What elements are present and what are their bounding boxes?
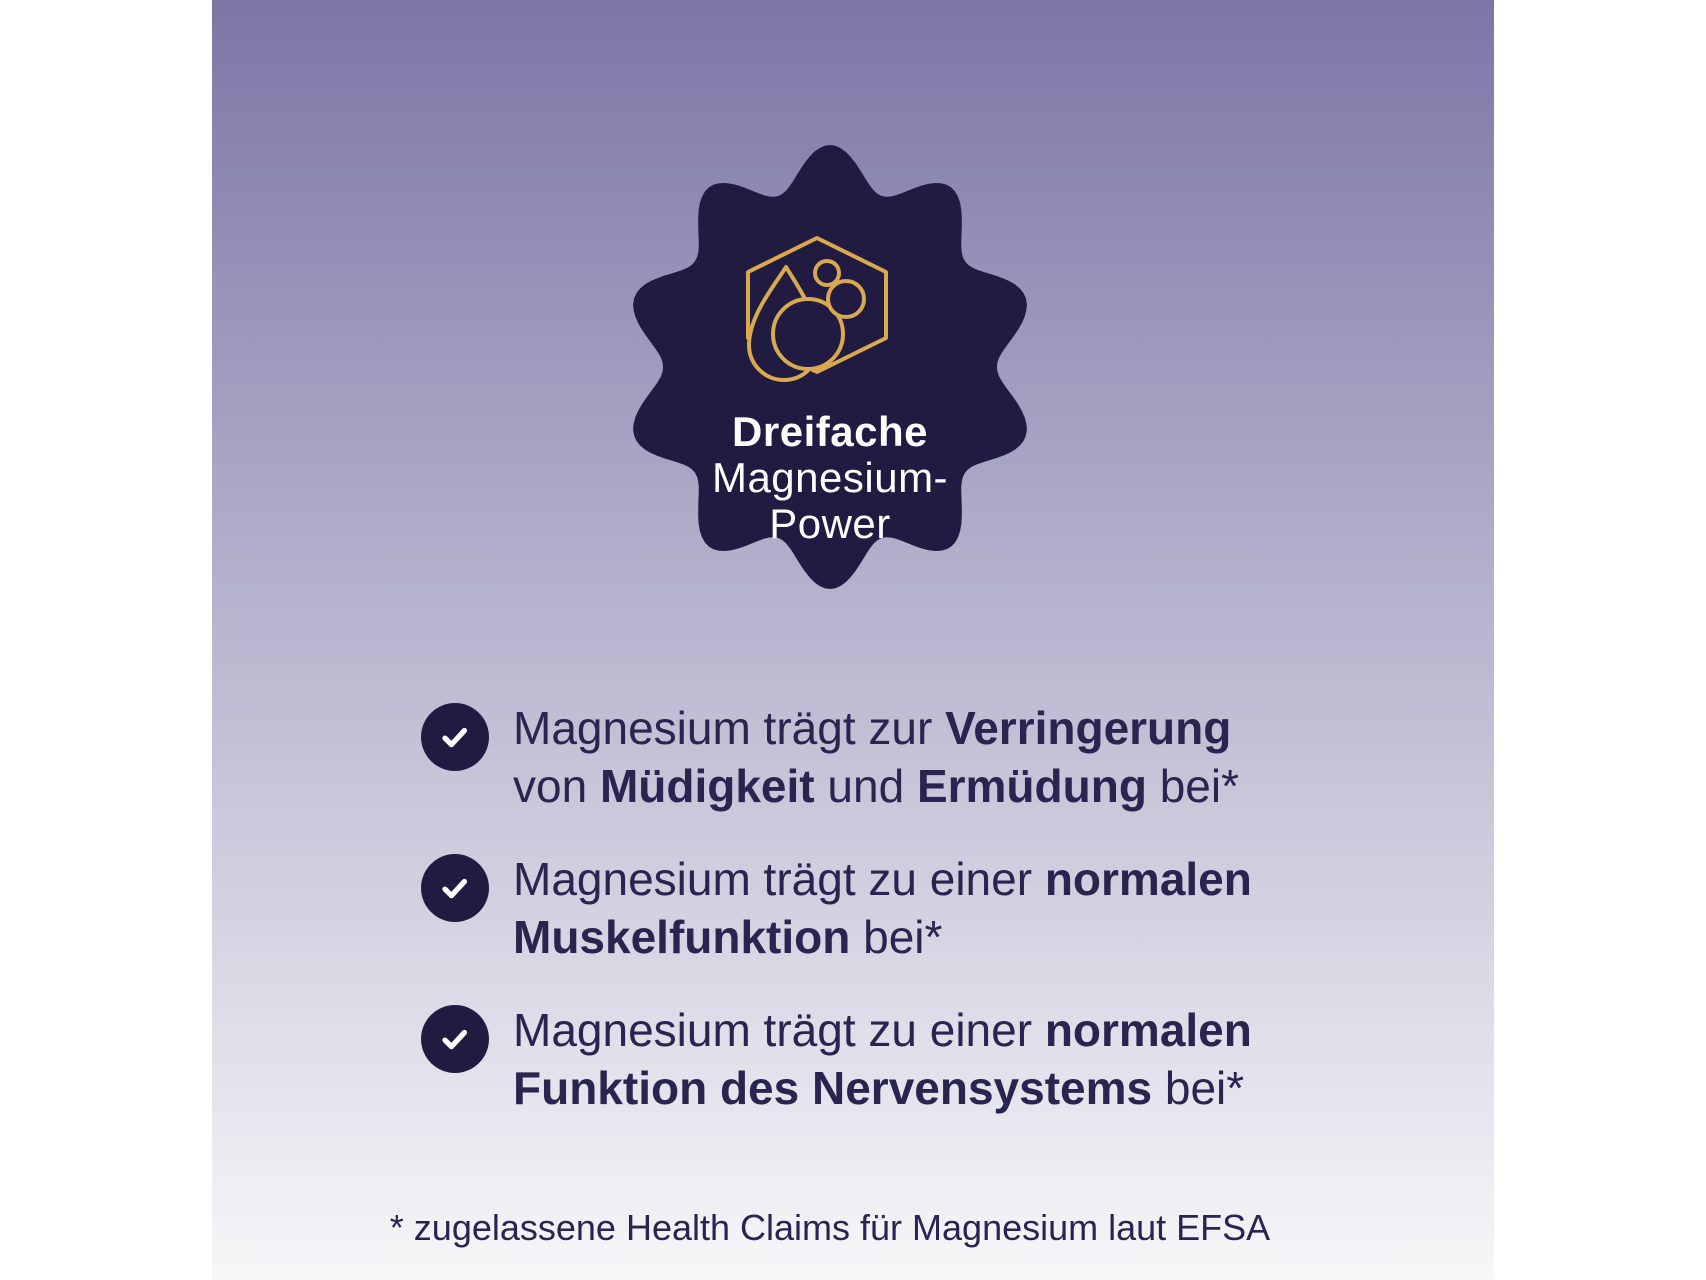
droplet-bubbles-hexagon-icon bbox=[741, 235, 921, 395]
benefit-text: Magnesium trägt zu einer normalen Muskelfunktion bei* bbox=[513, 853, 1252, 963]
benefit-item bbox=[421, 1001, 1401, 1117]
check-circle bbox=[421, 854, 489, 922]
bubble-medium bbox=[828, 281, 864, 317]
check-icon bbox=[435, 717, 475, 757]
benefit-text: Magnesium trägt zu einer normalen Funktion des Nervensystems bei* bbox=[513, 1004, 1252, 1114]
check-icon bbox=[435, 1019, 475, 1059]
benefit-text: Magnesium trägt zur Verringerung von Müdigkeit und Ermüdung bei* bbox=[513, 702, 1239, 812]
bubble-small bbox=[815, 261, 839, 285]
badge-title-line-3: Power bbox=[769, 500, 891, 547]
gradient-panel bbox=[212, 0, 1494, 1280]
check-circle bbox=[421, 703, 489, 771]
triple-power-badge bbox=[620, 141, 1040, 593]
check-circle bbox=[421, 1005, 489, 1073]
badge-title-line-1: Dreifache bbox=[732, 408, 928, 455]
check-icon bbox=[435, 868, 475, 908]
footnote-disclaimer: * zugelassene Health Claims für Magnesium laut EFSA bbox=[389, 1207, 1271, 1248]
badge-title-line-2: Magnesium- bbox=[711, 454, 949, 501]
benefit-item bbox=[421, 699, 1401, 815]
benefit-item bbox=[421, 850, 1401, 966]
benefits-list bbox=[421, 699, 1401, 1117]
badge-title bbox=[620, 409, 1040, 547]
